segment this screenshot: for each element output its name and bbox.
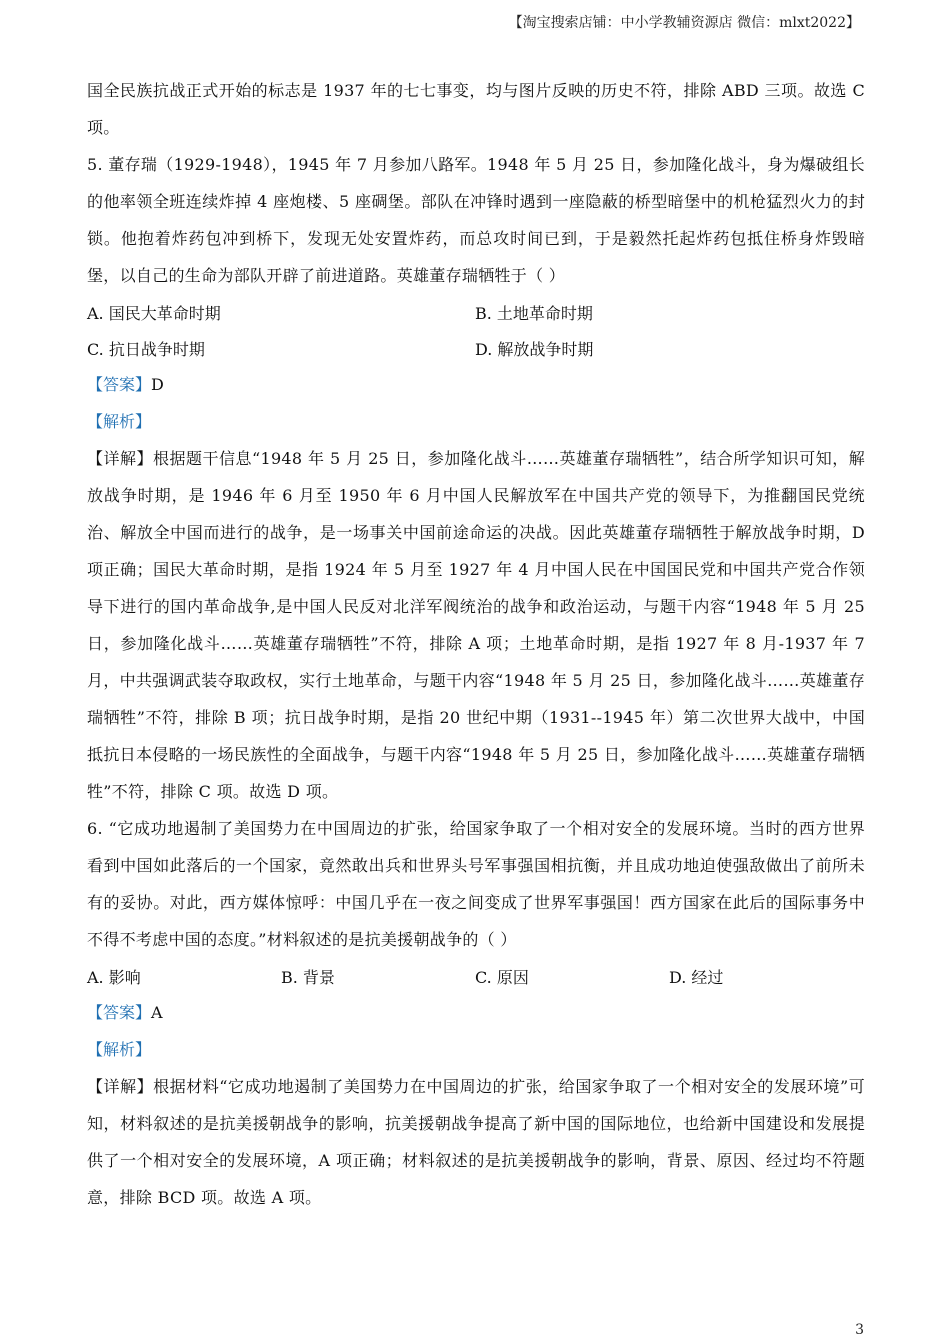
option-b: B. 土地革命时期 (475, 303, 593, 323)
question-6-stem: 6. “它成功地遏制了美国势力在中国周边的扩张，给国家争取了一个相对安全的发展环境。当时的西方世界看到中国如此落后的一个国家，竟然敢出兵和世界头号军事强国相抗衡，并且成功地迫使强敌做出了前所未有的妥协。对此，西方媒体惊呼：中国几乎在一夜之间变成了世界军事强国！西方国家在此后的国际事务中不得不考虑中国的态度。”材料叙述的是抗美援朝战争的（ ） (87, 819, 865, 949)
question-5 (87, 146, 865, 810)
question-5-answer (87, 366, 865, 403)
question-5-options-row-1 (87, 294, 865, 330)
option-c: C. 抗日战争时期 (87, 339, 205, 359)
question-5-analysis-heading (87, 403, 865, 440)
page-header: 【淘宝搜索店铺：中小学教辅资源店 微信：mlxt2022】 (508, 15, 860, 31)
page-number: 3 (855, 1322, 864, 1338)
answer-value: D (151, 375, 164, 394)
page-content (87, 72, 865, 1216)
question-6-detail (87, 1068, 865, 1216)
option-d: D. 解放战争时期 (475, 339, 594, 359)
analysis-tag: 【解析】 (87, 1040, 152, 1059)
analysis-tag: 【解析】 (87, 412, 152, 431)
previous-answer-tail: 国全民族抗战正式开始的标志是 1937 年的七七事变，均与图片反映的历史不符，排除 ABD 三项。故选 C 项。 (87, 81, 865, 137)
question-6-analysis-heading (87, 1031, 865, 1068)
question-5-detail (87, 440, 865, 810)
question-5-options-row-2 (87, 330, 865, 366)
option-b: B. 背景 (281, 967, 335, 987)
question-5-stem: 5. 董存瑞（1929-1948），1945 年 7 月参加八路军。1948 年 5 月 25 日，参加隆化战斗，身为爆破组长的他率领全班连续炸掉 4 座炮楼、5 座碉堡。部队在冲锋时遇到一座隐蔽的桥型暗堡中的机枪猛烈火力的封锁。他抱着炸药包冲到桥下，发现无处安置炸药，而总攻时间已到，于是毅然托起炸药包抵住桥身炸毁暗堡，以自己的生命为部队开辟了前进道路。英雄董存瑞牺牲于（ ） (87, 155, 865, 285)
option-d: D. 经过 (669, 967, 724, 987)
detail-text: 根据材料“它成功地遏制了美国势力在中国周边的扩张，给国家争取了一个相对安全的发展环境”可知，材料叙述的是抗美援朝战争的影响，抗美援朝战争提高了新中国的国际地位，也给新中国建设和发展提供了一个相对安全的发展环境，A 项正确；材料叙述的是抗美援朝战争的影响，背景、原因、经过均不符题意，排除 BCD 项。故选 A 项。 (87, 1077, 865, 1207)
option-a: A. 国民大革命时期 (87, 303, 221, 323)
detail-text: 根据题干信息“1948 年 5 月 25 日，参加隆化战斗……英雄董存瑞牺牲”，结合所学知识可知，解放战争时期，是 1946 年 6 月至 1950 年 6 月中国人民解放军在中国共产党的领导下，为推翻国民党统治、解放全中国而进行的战争，是一场事关中国前途命运的决战。因此英雄董存瑞牺牲于解放战争时期，D 项正确；国民大革命时期，是指 1924 年 5 月至 1927 年 4 月中国人民在中国国民党和中国共产党合作领导下进行的国内革命战争,是中国人民反对北洋军阀统治的战争和政治运动，与题干内容“1948 年 5 月 25 日，参加隆化战斗……英雄董存瑞牺牲”不符，排除 A 项；土地革命时期，是指 1927 年 8 月-1937 年 7 月，中共强调武装夺取政权，实行土地革命，与题干内容“1948 年 5 月 25 日，参加隆化战斗……英雄董存瑞牺牲”不符，排除 B 项；抗日战争时期，是指 20 世纪中期（1931--1945 年）第二次世界大战中，中国抵抗日本侵略的一场民族性的全面战争，与题干内容“1948 年 5 月 25 日，参加隆化战斗……英雄董存瑞牺牲”不符，排除 C 项。故选 D 项。 (87, 449, 865, 801)
option-a: A. 影响 (87, 967, 141, 987)
question-6-options (87, 958, 865, 994)
answer-value: A (151, 1003, 163, 1022)
question-6-answer (87, 994, 865, 1031)
detail-tag: 【详解】 (87, 449, 153, 468)
answer-tag: 【答案】 (87, 375, 152, 394)
question-6 (87, 810, 865, 1216)
detail-tag: 【详解】 (87, 1077, 154, 1096)
answer-tag: 【答案】 (87, 1003, 152, 1022)
option-c: C. 原因 (475, 967, 529, 987)
